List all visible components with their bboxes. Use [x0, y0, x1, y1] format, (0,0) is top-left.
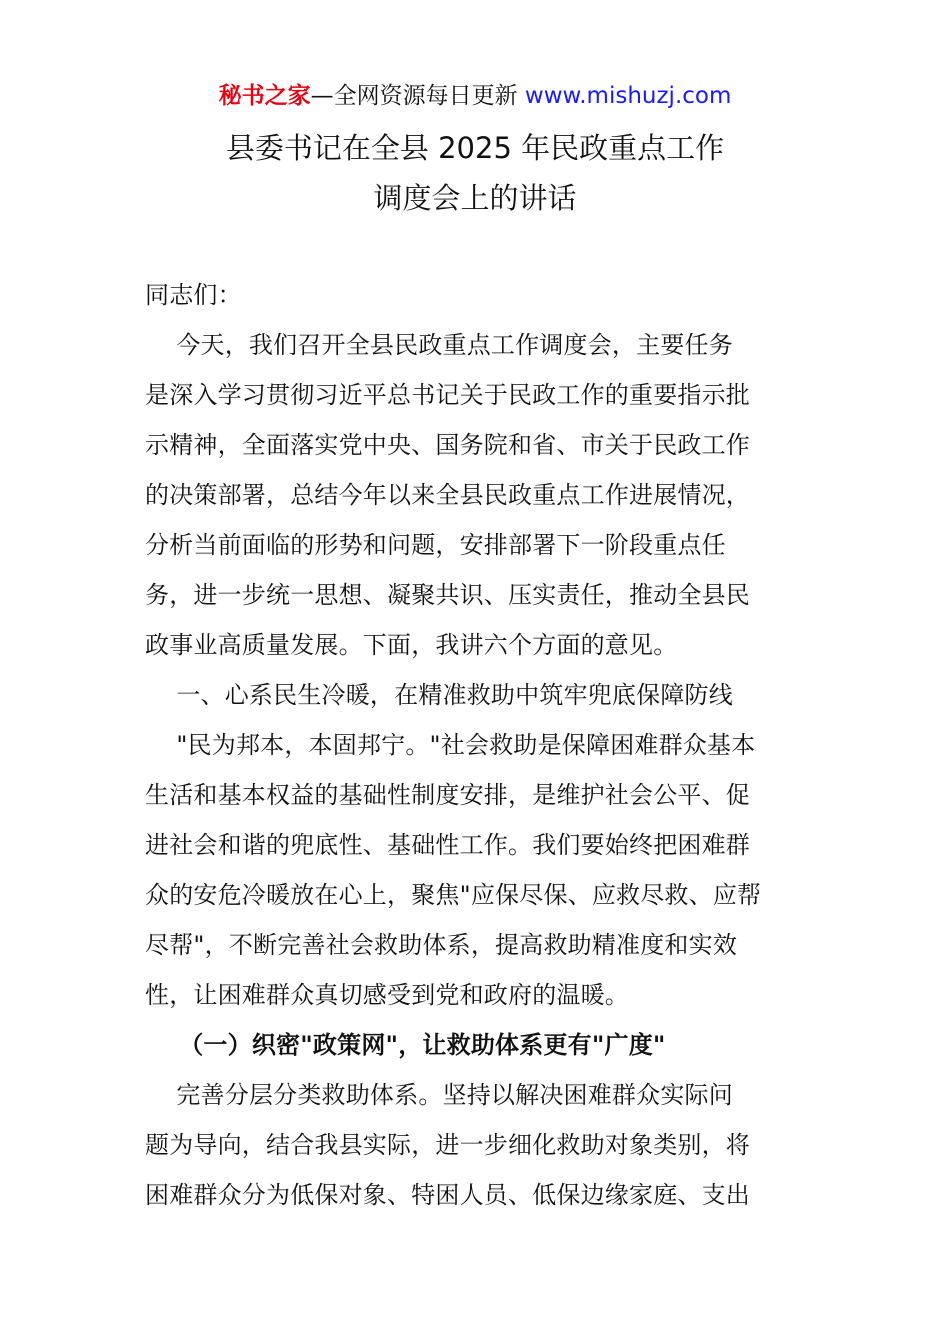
paragraph-line: 困难群众分为低保对象、特困人员、低保边缘家庭、支出: [145, 1181, 750, 1209]
paragraph-line: 务，进一步统一思想、凝聚共识、压实责任，推动全县民: [145, 581, 750, 609]
brand-name: 秘书之家: [218, 83, 311, 109]
paragraph-line: 政事业高质量发展。下面，我讲六个方面的意见。: [145, 631, 678, 659]
paragraph-line: 示精神，全面落实党中央、国务院和省、市关于民政工作: [145, 431, 750, 459]
header-tagline: —全网资源每日更新: [310, 83, 525, 109]
section-heading-1: 一、心系民生冷暖，在精准救助中筑牢兜底保障防线: [145, 681, 733, 709]
site-header: [0, 80, 950, 112]
salutation: 同志们：: [145, 281, 242, 309]
paragraph-line: "民为邦本，本固邦宁。"社会救助是保障困难群众基本: [145, 731, 756, 759]
paragraph-line: 今天，我们召开全县民政重点工作调度会，主要任务: [145, 331, 733, 359]
paragraph-line: 分析当前面临的形势和问题，安排部署下一阶段重点任: [145, 531, 726, 559]
document-title-line-2: 调度会上的讲话: [373, 181, 577, 215]
paragraph-line: 进社会和谐的兜底性、基础性工作。我们要始终把困难群: [145, 831, 750, 859]
paragraph-line: 题为导向，结合我县实际，进一步细化救助对象类别，将: [145, 1131, 750, 1159]
paragraph-line: 的决策部署，总结今年以来全县民政重点工作进展情况，: [145, 481, 750, 509]
paragraph-line: 是深入学习贯彻习近平总书记关于民政工作的重要指示批: [145, 381, 750, 409]
paragraph-line: 完善分层分类救助体系。坚持以解决困难群众实际问: [145, 1081, 733, 1109]
paragraph-line: 性，让困难群众真切感受到党和政府的温暖。: [145, 981, 629, 1009]
document-title-line-1: 县委书记在全县 2025 年民政重点工作: [225, 131, 725, 165]
paragraph-line: 生活和基本权益的基础性制度安排，是维护社会公平、促: [145, 781, 750, 809]
paragraph-line: 尽帮"，不断完善社会救助体系，提高救助精准度和实效: [145, 931, 738, 959]
paragraph-line: 众的安危冷暖放在心上，聚焦"应保尽保、应救尽救、应帮: [145, 881, 762, 909]
subsection-heading-1: （一）织密"政策网"，让救助体系更有"广度": [145, 1031, 666, 1059]
site-url-link[interactable]: www.mishuzj.com: [524, 83, 732, 109]
